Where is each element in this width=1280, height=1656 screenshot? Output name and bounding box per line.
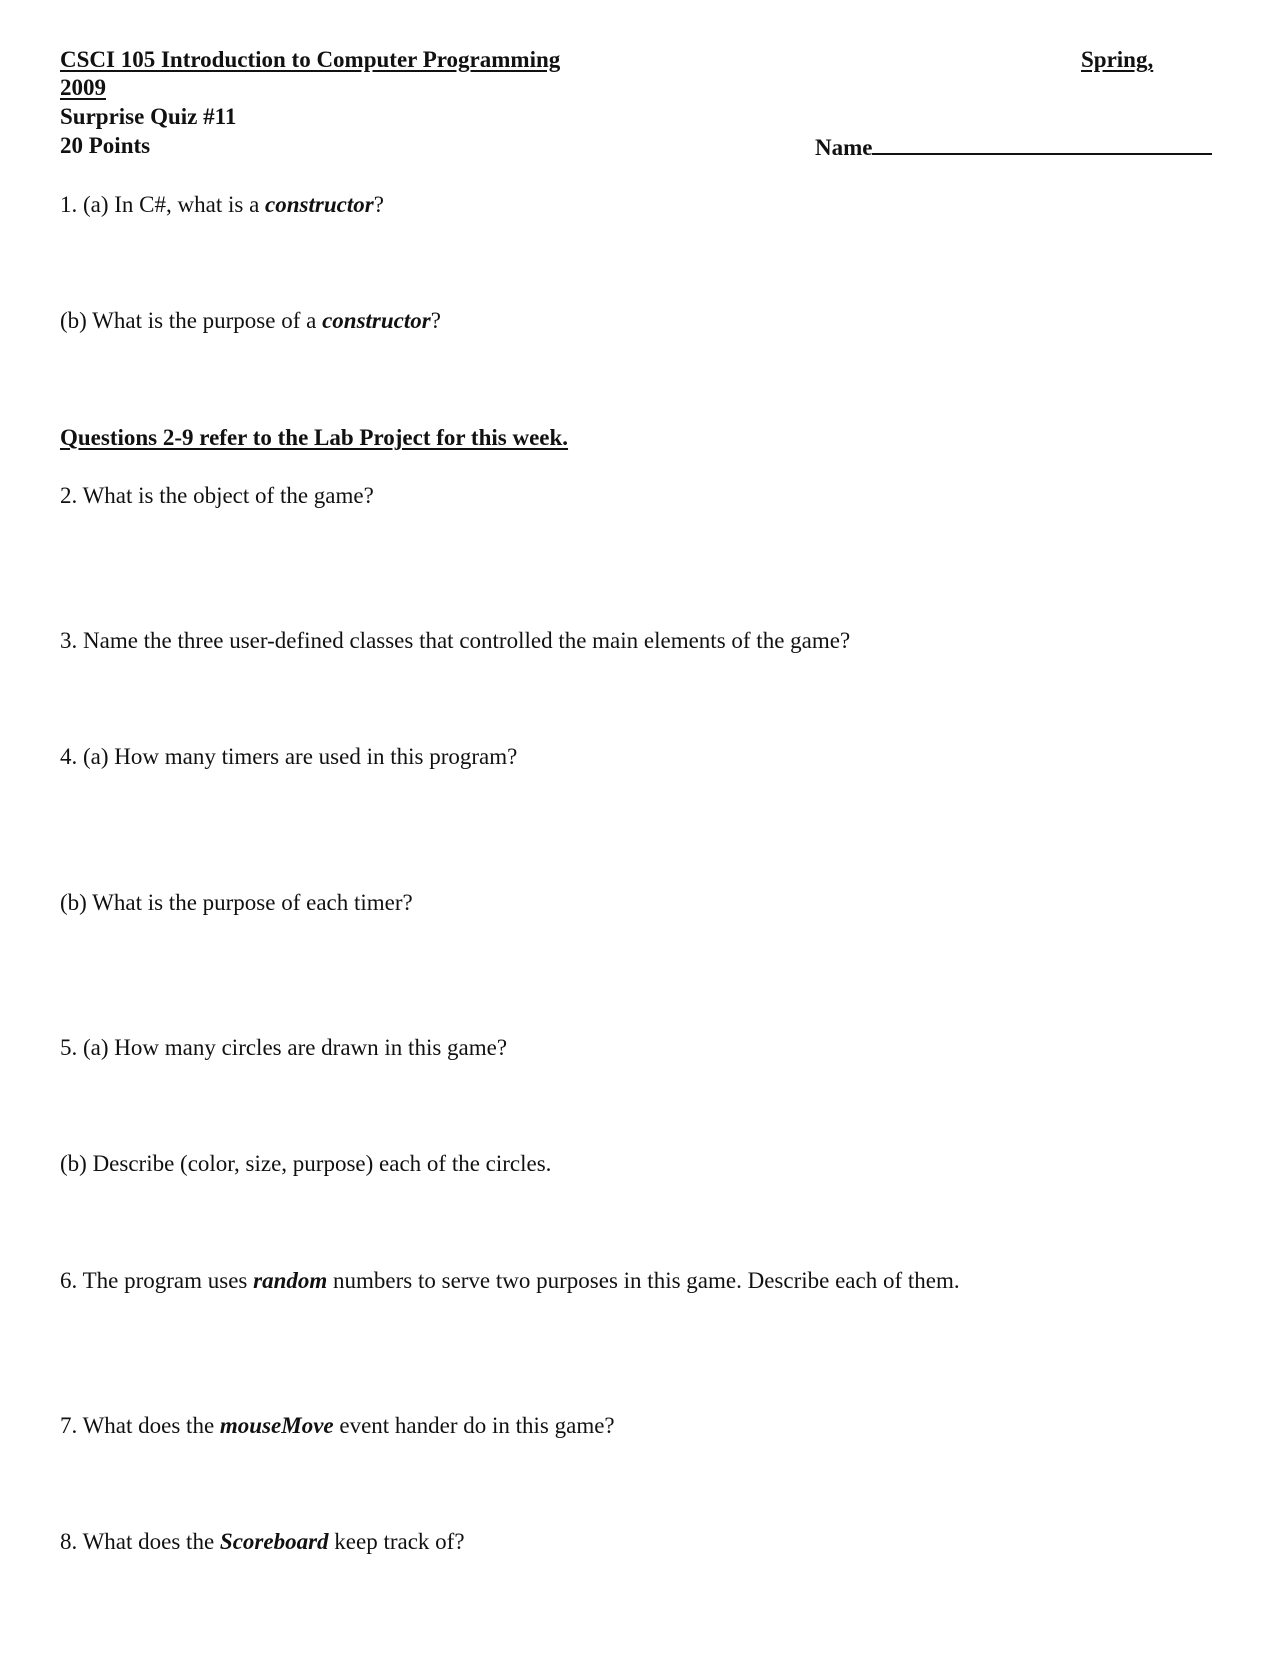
year-text: 2009 (60, 75, 106, 100)
course-title (60, 46, 1168, 74)
question-3: 3. Name the three user-defined classes that controlled the main elements of the game? (60, 628, 851, 653)
question-2: 2. What is the object of the game? (60, 483, 374, 508)
question-4b: (b) What is the purpose of each timer? (60, 890, 413, 915)
points-label: 20 Points (60, 133, 151, 158)
course-title-text: CSCI 105 Introduction to Computer Programming (60, 47, 561, 72)
question-1a: 1. (a) In C#, what is a constructor? (60, 192, 384, 217)
name-field (815, 132, 1212, 162)
name-label: Name (815, 135, 873, 160)
question-1b: (b) What is the purpose of a constructor? (60, 308, 441, 333)
term-text: Spring, (1081, 47, 1154, 72)
quiz-title: Surprise Quiz #11 (60, 104, 237, 129)
question-8: 8. What does the Scoreboard keep track of? (60, 1529, 465, 1554)
question-7: 7. What does the mouseMove event hander do in this game? (60, 1413, 615, 1438)
section-heading: Questions 2-9 refer to the Lab Project for this week. (60, 425, 569, 450)
question-5b: (b) Describe (color, size, purpose) each of the circles. (60, 1151, 552, 1176)
question-4a: 4. (a) How many timers are used in this program? (60, 744, 518, 769)
question-5a: 5. (a) How many circles are drawn in this game? (60, 1035, 508, 1060)
name-blank-line (872, 132, 1212, 155)
question-6: 6. The program uses random numbers to serve two purposes in this game. Describe each of them. (60, 1268, 960, 1293)
